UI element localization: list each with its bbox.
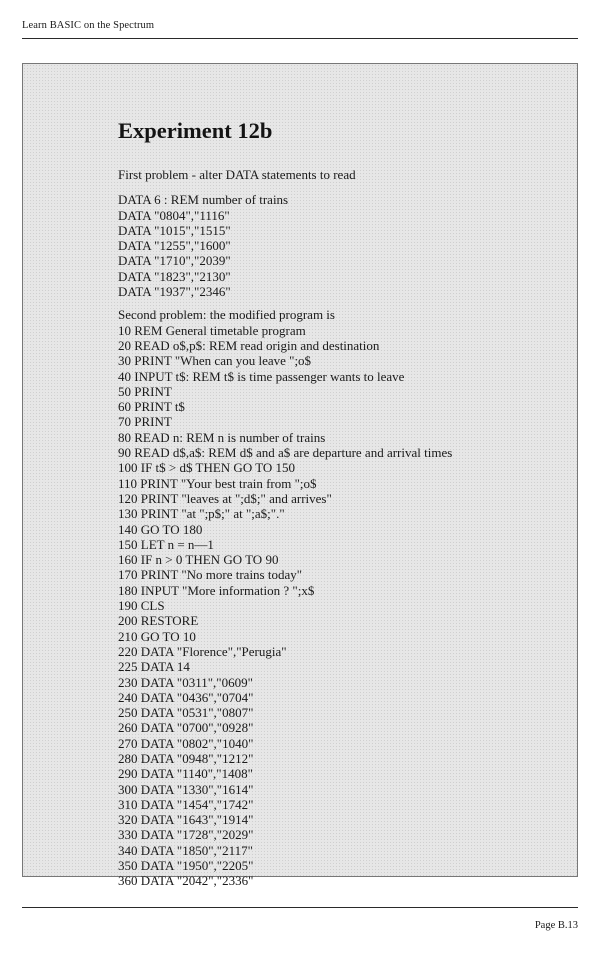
program-line: 210 GO TO 10 <box>118 628 196 644</box>
program-line: 150 LET n = n—1 <box>118 536 214 552</box>
data-line: DATA "1937","2346" <box>118 284 231 300</box>
experiment-title: Experiment 12b <box>118 118 273 143</box>
program-line: 300 DATA "1330","1614" <box>118 781 254 797</box>
header-rule <box>22 38 578 39</box>
experiment-panel <box>22 63 578 889</box>
data-line: DATA "1823","2130" <box>118 268 231 284</box>
program-line: 120 PRINT "leaves at ";d$;" and arrives" <box>118 490 332 506</box>
program-line: 310 DATA "1454","1742" <box>118 796 254 812</box>
data-line: DATA "1710","2039" <box>118 253 231 269</box>
program-line: 30 PRINT "When can you leave ";o$ <box>118 353 312 369</box>
program-line: 330 DATA "1728","2029" <box>118 827 254 843</box>
program-line: 20 READ o$,p$: REM read origin and destination <box>118 337 380 353</box>
program-line: 340 DATA "1850","2117" <box>118 842 253 858</box>
data-line: DATA "1255","1600" <box>118 238 231 254</box>
program-listing <box>118 323 558 889</box>
footer-rule <box>22 907 578 908</box>
program-line: 280 DATA "0948","1212" <box>118 750 254 766</box>
data-line: DATA "0804","1116" <box>118 207 230 223</box>
program-line: 50 PRINT <box>118 383 172 399</box>
program-line: 320 DATA "1643","1914" <box>118 812 254 828</box>
program-line: 80 READ n: REM n is number of trains <box>118 429 326 445</box>
program-line: 180 INPUT "More information ? ";x$ <box>118 582 315 598</box>
program-line: 170 PRINT "No more trains today" <box>118 567 303 583</box>
program-line: 270 DATA "0802","1040" <box>118 735 254 751</box>
program-line: 230 DATA "0311","0609" <box>118 674 253 690</box>
program-line: 110 PRINT "Your best train from ";o$ <box>118 475 317 491</box>
program-line: 240 DATA "0436","0704" <box>118 689 254 705</box>
data-line: DATA "1015","1515" <box>118 222 231 238</box>
program-line: 60 PRINT t$ <box>118 399 185 415</box>
program-line: 100 IF t$ > d$ THEN GO TO 150 <box>118 460 296 476</box>
running-head: Learn BASIC on the Spectrum <box>22 20 155 31</box>
program-line: 260 DATA "0700","0928" <box>118 720 254 736</box>
program-line: 350 DATA "1950","2205" <box>118 858 254 874</box>
page-number: Page B.13 <box>534 920 578 931</box>
experiment-body <box>118 167 558 897</box>
program-line: 140 GO TO 180 <box>118 521 203 537</box>
program-line: 40 INPUT t$: REM t$ is time passenger wants to leave <box>118 368 405 384</box>
program-line: 190 CLS <box>118 598 165 614</box>
program-line: 70 PRINT <box>118 414 172 430</box>
program-line: 200 RESTORE <box>118 613 199 629</box>
program-line: 160 IF n > 0 THEN GO TO 90 <box>118 552 279 568</box>
data-line: DATA 6 : REM number of trains <box>118 192 289 208</box>
program-line: 290 DATA "1140","1408" <box>118 766 253 782</box>
program-line: 360 DATA "2042","2336" <box>118 873 254 889</box>
program-line: 250 DATA "0531","0807" <box>118 705 254 721</box>
program-line: 90 READ d$,a$: REM d$ and a$ are departure and arrival times <box>118 445 453 461</box>
second-problem-text: Second problem: the modified program is <box>118 307 335 323</box>
program-line: 225 DATA 14 <box>118 659 190 675</box>
program-line: 10 REM General timetable program <box>118 322 306 338</box>
program-line: 130 PRINT "at ";p$;" at ";a$;"." <box>118 506 285 522</box>
first-problem-text: First problem - alter DATA statements to read <box>118 167 356 182</box>
data-statements <box>118 192 558 299</box>
program-line: 220 DATA "Florence","Perugia" <box>118 643 287 659</box>
